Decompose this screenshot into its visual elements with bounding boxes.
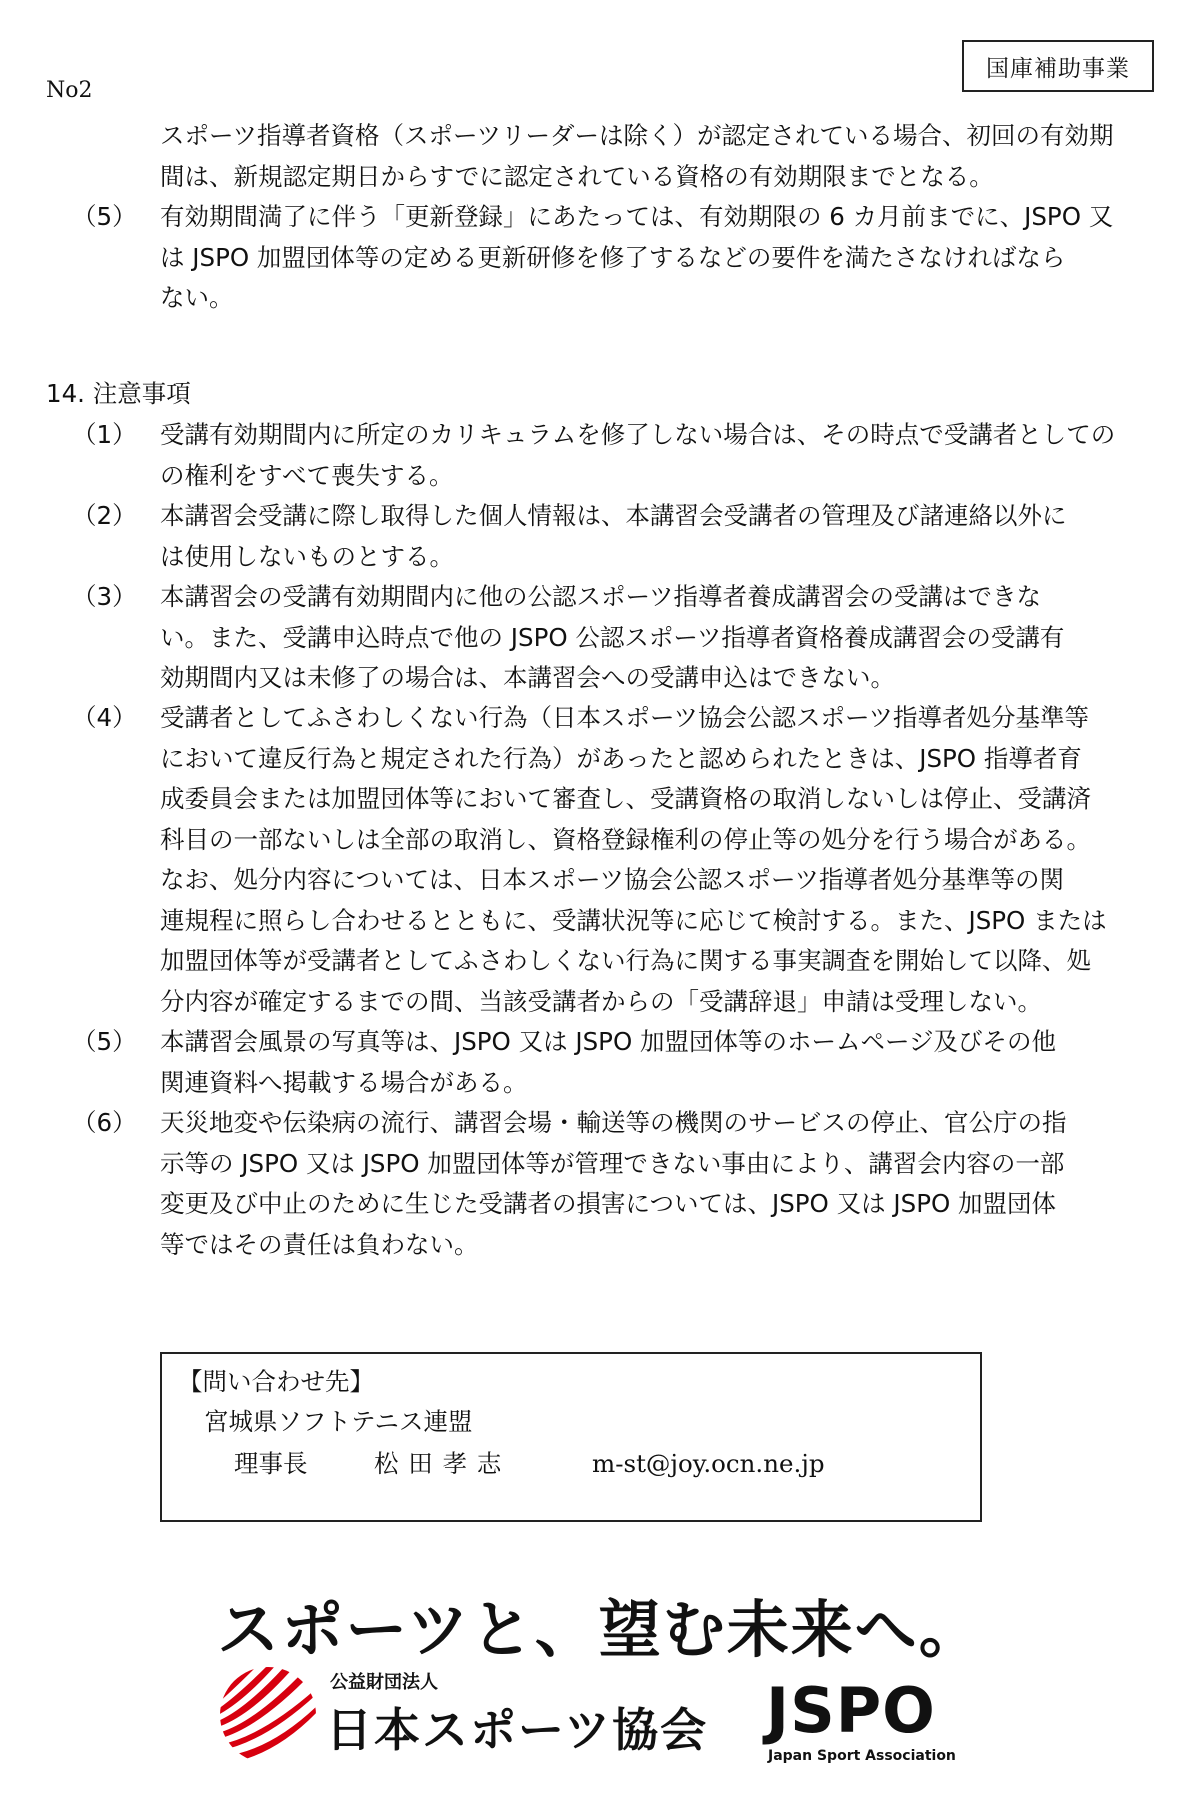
section13-item5 — [160, 197, 1150, 319]
text-line: 受講有効期間内に所定のカリキュラムを修了しない場合は、その時点で受講者としての — [160, 420, 1116, 449]
section13-intro — [160, 116, 1150, 197]
section14-item1 — [160, 415, 1150, 496]
text-line: 天災地変や伝染病の流行、講習会場・輸送等の機関のサービスの停止、官公庁の指 — [160, 1108, 1067, 1137]
item-number: （6） — [72, 1108, 137, 1137]
text-line: 成委員会または加盟団体等において審査し、受講資格の取消しないしは停止、受講済 — [160, 784, 1091, 813]
jspo-sunburst-logo-icon — [218, 1665, 318, 1765]
jspo-wordmark: JSPO — [766, 1674, 936, 1747]
text-line: 科目の一部ないしは全部の取消し、資格登録権利の停止等の処分を行う場合がある。 — [160, 824, 1091, 854]
text-line: 本講習会の受講有効期間内に他の公認スポーツ指導者養成講習会の受講はできな — [160, 582, 1042, 611]
text-line: の権利をすべて喪失する。 — [160, 460, 454, 490]
section14-item3 — [160, 577, 1150, 699]
org-name: 日本スポーツ協会 — [326, 1703, 709, 1757]
item-number: （5） — [72, 1027, 137, 1056]
text-line: は JSPO 加盟団体等の定める更新研修を修了するなどの要件を満たさなければなら — [160, 242, 1066, 272]
item-number: （3） — [72, 582, 137, 611]
text-line: 効期間内又は未修了の場合は、本講習会への受講申込はできない。 — [160, 663, 895, 692]
contact-email: m-st@joy.ocn.ne.jp — [592, 1449, 825, 1478]
text-line: い。また、受講申込時点で他の JSPO 公認スポーツ指導者資格養成講習会の受講有 — [160, 622, 1065, 652]
section14-item4 — [160, 698, 1150, 1022]
jspo-wordmark-subtitle: Japan Sport Association — [768, 1748, 956, 1764]
text-line: 本講習会風景の写真等は、JSPO 又は JSPO 加盟団体等のホームページ及びその他 — [160, 1027, 1057, 1056]
text-line: なお、処分内容については、日本スポーツ協会公認スポーツ指導者処分基準等の関 — [160, 865, 1065, 894]
subsidy-label: 国庫補助事業 — [986, 55, 1130, 82]
item-number: （1） — [72, 420, 137, 449]
text-line: 有効期間満了に伴う「更新登録」にあたっては、有効期限の 6 カ月前までに、JSPO 又 — [160, 202, 1114, 231]
contact-org: 宮城県ソフトテニス連盟 — [204, 1407, 473, 1436]
text-line: 関連資料へ掲載する場合がある。 — [160, 1067, 528, 1097]
text-line: スポーツ指導者資格（スポーツリーダーは除く）が認定されている場合、初回の有効期 — [160, 121, 1114, 150]
section14-item2 — [160, 496, 1150, 577]
text-line: ない。 — [160, 283, 234, 312]
contact-box — [160, 1352, 982, 1522]
text-line: 示等の JSPO 又は JSPO 加盟団体等が管理できない事由により、講習会内容の一部 — [160, 1148, 1065, 1178]
section14-item5 — [160, 1022, 1150, 1103]
item-number: （5） — [72, 202, 137, 231]
text-line: 等ではその責任は負わない。 — [160, 1229, 479, 1259]
org-type-label: 公益財団法人 — [330, 1672, 438, 1693]
contact-name: 松 田 孝 志 — [374, 1449, 503, 1478]
text-line: 変更及び中止のために生じた受講者の損害については、JSPO 又は JSPO 加盟団体 — [160, 1189, 1057, 1218]
page-number: No2 — [46, 78, 93, 103]
text-line: 受講者としてふさわしくない行為（日本スポーツ協会公認スポーツ指導者処分基準等 — [160, 703, 1090, 732]
slogan: スポーツと、望む未来へ。 — [217, 1593, 983, 1666]
text-line: 本講習会受講に際し取得した個人情報は、本講習会受講者の管理及び諸連絡以外に — [160, 501, 1067, 530]
text-line: 連規程に照らし合わせるとともに、受講状況等に応じて検討する。また、JSPO または — [160, 905, 1107, 935]
item-number: （2） — [72, 501, 137, 530]
contact-title: 【問い合わせ先】 — [178, 1367, 374, 1396]
contact-role: 理事長 — [234, 1449, 308, 1478]
text-line: 加盟団体等が受講者としてふさわしくない行為に関する事実調査を開始して以降、処 — [160, 946, 1091, 975]
section14-title: 14. 注意事項 — [46, 379, 191, 408]
item-number: （4） — [72, 703, 137, 732]
text-line: 分内容が確定するまでの間、当該受講者からの「受講辞退」申請は受理しない。 — [160, 986, 1042, 1016]
section14-item6 — [160, 1103, 1150, 1265]
text-line: 間は、新規認定期日からすでに認定されている資格の有効期限までとなる。 — [160, 161, 994, 191]
subsidy-badge — [962, 40, 1154, 92]
text-line: において違反行為と規定された行為）があったと認められたときは、JSPO 指導者育 — [160, 743, 1082, 773]
text-line: は使用しないものとする。 — [160, 541, 454, 571]
